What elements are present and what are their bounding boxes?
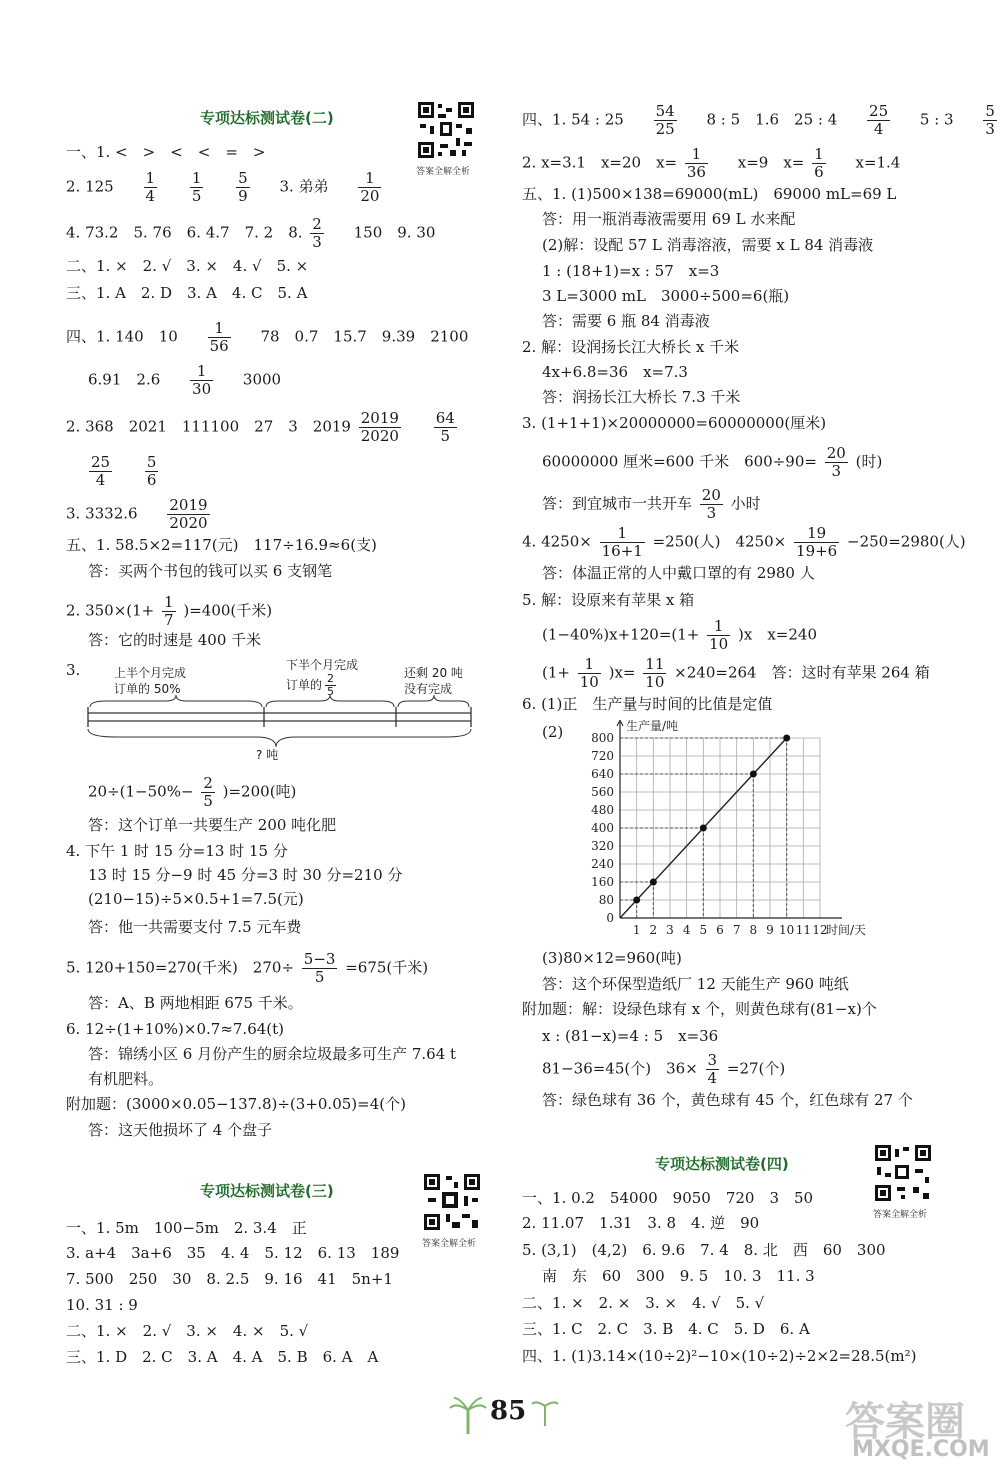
section-title-4: 专项达标测试卷(四) bbox=[655, 1155, 789, 1173]
numerator: 1 bbox=[814, 145, 824, 163]
s3-line-2: 3. a+4 3a+6 35 4. 4 5. 12 6. 13 189 bbox=[66, 1244, 400, 1262]
data-point bbox=[783, 735, 790, 742]
x-tick-label: 6 bbox=[716, 923, 724, 937]
fraction bbox=[162, 594, 176, 629]
data-point bbox=[650, 879, 657, 886]
fraction bbox=[794, 525, 839, 560]
s4-line-6: 三、1. C 2. C 3. B 4. C 5. D 6. A bbox=[522, 1320, 810, 1338]
numerator: 5 bbox=[146, 453, 157, 471]
text: 2. 368 2021 111100 27 3 2019 bbox=[66, 417, 351, 436]
denominator: 5 bbox=[314, 968, 325, 986]
text: 4. 4250× bbox=[522, 532, 592, 551]
fraction bbox=[325, 673, 336, 698]
numerator: 1 bbox=[707, 618, 730, 636]
numerator: 2 bbox=[327, 672, 335, 685]
x-tick-label: 5 bbox=[699, 923, 708, 937]
s2-line-16 bbox=[88, 775, 296, 810]
text: 81−36=45(个) 36× bbox=[542, 1059, 698, 1078]
s2-line-8 bbox=[66, 410, 460, 445]
numerator: 64 bbox=[435, 409, 455, 427]
x-tick-label: 7 bbox=[732, 923, 741, 937]
s3-line-5: 二、1. × 2. √ 3. × 4. × 5. √ bbox=[66, 1322, 309, 1340]
s2-line-23: 答：A、B 两地相距 675 千米。 bbox=[88, 994, 303, 1012]
denominator: 10 bbox=[709, 635, 729, 653]
text: 2. 350×(1+ bbox=[66, 601, 155, 620]
text: 订单的 bbox=[286, 678, 323, 692]
watermark-logo: 答案圈 bbox=[845, 1399, 965, 1445]
r-line-2 bbox=[522, 146, 900, 181]
qr-code-icon bbox=[416, 100, 476, 160]
denominator: 4 bbox=[95, 471, 106, 489]
denominator: 5 bbox=[191, 187, 202, 205]
y-tick-label: 640 bbox=[591, 767, 614, 781]
fraction bbox=[812, 146, 826, 181]
watermark-url: MXQE.COM bbox=[852, 1437, 990, 1462]
x-tick-label: 10 bbox=[779, 923, 795, 937]
diagram-label-second-half bbox=[286, 657, 358, 698]
numerator: 1 bbox=[600, 525, 645, 543]
r-line-4: 答：用一瓶消毒液需要用 69 L 水来配 bbox=[542, 210, 796, 228]
s2-line-24: 6. 12÷(1+10%)×0.7≈7.64(t) bbox=[66, 1020, 285, 1038]
text: 3. 3332.6 bbox=[66, 504, 138, 523]
y-tick-label: 320 bbox=[591, 839, 614, 853]
text: 3. 弟弟 bbox=[279, 177, 329, 196]
numerator: 54 bbox=[655, 102, 675, 120]
denominator: 5 bbox=[203, 792, 213, 810]
fraction bbox=[643, 656, 666, 691]
s2-line-15: 3. bbox=[66, 661, 81, 679]
r-line-6: 1 : (18+1)=x : 57 x=3 bbox=[542, 262, 720, 280]
text: 3000 bbox=[242, 370, 282, 389]
fraction bbox=[358, 170, 381, 205]
s2-line-17: 答：这个订单一共要生产 200 吨化肥 bbox=[88, 816, 337, 834]
section-title-2: 专项达标测试卷(二) bbox=[200, 109, 334, 127]
denominator: 56 bbox=[209, 337, 229, 355]
denominator: 4 bbox=[145, 187, 156, 205]
qr-caption: 答案全解全析 bbox=[416, 167, 471, 177]
y-tick-label: 480 bbox=[591, 803, 614, 817]
s2-line-26: 有机肥料。 bbox=[88, 1070, 164, 1088]
x-tick-label: 9 bbox=[766, 923, 774, 937]
s3-line-4: 10. 31 : 9 bbox=[66, 1296, 138, 1314]
r-line-23: 答：这个环保型造纸厂 12 天能生产 960 吨纸 bbox=[542, 975, 849, 993]
s4-line-3: 5. (3,1) (4,2) 6. 9.6 7. 4 8. 北 西 60 300 bbox=[522, 1241, 886, 1259]
segment-diagram bbox=[86, 655, 486, 765]
numerator: 2019 bbox=[360, 409, 399, 427]
text: 60000000 厘米=600 千米 600÷90= bbox=[542, 452, 817, 471]
text: )=400(千米) bbox=[183, 601, 273, 620]
r-line-19 bbox=[542, 656, 930, 691]
s4-line-7: 四、1. (1)3.14×(10÷2)²−10×(10÷2)÷2×2=28.5(m²) bbox=[522, 1347, 917, 1365]
text: =250(人) 4250× bbox=[652, 532, 787, 551]
r-line-14 bbox=[542, 487, 761, 522]
denominator: 3 bbox=[312, 233, 322, 251]
fraction bbox=[190, 170, 204, 205]
s2-line-14: 答：它的时速是 400 千米 bbox=[88, 631, 262, 649]
r-line-3: 五、1. (1)500×138=69000(mL) 69000 mL=69 L bbox=[522, 185, 897, 203]
text: 6.91 2.6 bbox=[88, 370, 161, 389]
s4-line-2: 2. 11.07 1.31 3. 8 4. 逆 90 bbox=[522, 1214, 760, 1232]
text: 四、1. 140 10 bbox=[66, 327, 178, 346]
text: )x x=240 bbox=[738, 625, 817, 644]
x-tick-label: 4 bbox=[682, 923, 691, 937]
fraction bbox=[310, 216, 324, 251]
fraction bbox=[302, 951, 338, 986]
text: (时) bbox=[855, 452, 883, 471]
fraction bbox=[236, 170, 250, 205]
text: 5 : 3 bbox=[919, 110, 954, 129]
denominator: 2020 bbox=[360, 427, 399, 445]
denominator: 9 bbox=[238, 187, 248, 205]
fraction bbox=[201, 775, 215, 810]
r-line-12: 3. (1+1+1)×20000000=60000000(厘米) bbox=[522, 414, 827, 432]
fraction bbox=[89, 454, 112, 489]
x-tick-label: 11 bbox=[795, 923, 811, 937]
text: −250=2980(人) bbox=[847, 532, 966, 551]
r-line-15 bbox=[522, 525, 966, 560]
r-line-9: 2. 解：设润扬长江大桥长 x 千米 bbox=[522, 338, 740, 356]
denominator: 4 bbox=[873, 120, 884, 138]
y-tick-label: 800 bbox=[591, 731, 614, 745]
fraction bbox=[983, 103, 997, 138]
text: 2. x=3.1 x=20 x= bbox=[522, 153, 678, 172]
denominator: 7 bbox=[164, 611, 174, 629]
denominator: 3 bbox=[985, 120, 995, 138]
s2-line-20: (210−15)÷5×0.5+1=7.5(元) bbox=[88, 890, 304, 908]
s2-line-5: 三、1. A 2. D 3. A 4. C 5. A bbox=[66, 284, 308, 302]
s2-line-6 bbox=[66, 320, 468, 355]
r-line-10: 4x+6.8=36 x=7.3 bbox=[542, 363, 688, 381]
text: x=1.4 bbox=[855, 153, 901, 172]
y-axis-label: 生产量/吨 bbox=[626, 720, 679, 733]
numerator: 25 bbox=[869, 102, 889, 120]
y-tick-label: 0 bbox=[606, 911, 614, 925]
denominator: 3 bbox=[706, 504, 717, 522]
numerator: 1 bbox=[164, 593, 174, 611]
fraction bbox=[144, 170, 158, 205]
text: 20÷(1−50%− bbox=[88, 782, 194, 801]
denominator: 3 bbox=[831, 462, 842, 480]
fraction bbox=[707, 618, 730, 653]
text: 5. 120+150=270(千米) 270÷ bbox=[66, 958, 295, 977]
chart-marks bbox=[620, 735, 790, 919]
r-line-18 bbox=[542, 618, 817, 653]
numerator: 5 bbox=[238, 169, 248, 187]
numerator: 2019 bbox=[169, 496, 208, 514]
fraction bbox=[700, 487, 723, 522]
numerator: 5−3 bbox=[303, 950, 336, 968]
numerator: 1 bbox=[358, 170, 381, 188]
s2-line-13 bbox=[66, 594, 272, 629]
production-line-chart bbox=[580, 720, 880, 950]
fraction bbox=[145, 454, 159, 489]
r-line-11: 答：润扬长江大桥长 7.3 千米 bbox=[542, 388, 741, 406]
x-tick-label: 2 bbox=[649, 923, 658, 937]
numerator: 19 bbox=[794, 525, 839, 543]
denominator: 6 bbox=[814, 163, 824, 181]
text: )x= bbox=[608, 663, 636, 682]
x-tick-label: 1 bbox=[632, 923, 641, 937]
s2-line-10 bbox=[66, 497, 213, 532]
numerator: 3 bbox=[707, 1051, 718, 1069]
text: 下半个月完成 bbox=[286, 658, 359, 672]
text: 答：到宜城市一共开车 bbox=[542, 494, 693, 513]
text: 没有完成 bbox=[404, 682, 453, 696]
numerator: 2 bbox=[312, 215, 322, 233]
s2-line-28: 答：这天他损坏了 4 个盘子 bbox=[88, 1121, 273, 1139]
r-line-1 bbox=[522, 103, 1000, 138]
denominator: 10 bbox=[579, 673, 599, 691]
s2-line-12: 答：买两个书包的钱可以买 6 支钢笔 bbox=[88, 562, 333, 580]
fraction bbox=[825, 445, 848, 480]
qr-caption: 答案全解全析 bbox=[873, 1210, 928, 1220]
fraction bbox=[867, 103, 890, 138]
diagram-label-remaining bbox=[404, 665, 463, 697]
text: ×240=264 答：这时有苹果 264 箱 bbox=[674, 663, 930, 682]
y-tick-label: 400 bbox=[591, 821, 614, 835]
qr-caption: 答案全解全析 bbox=[422, 1239, 477, 1249]
text: x=9 x= bbox=[737, 153, 805, 172]
text: 78 0.7 15.7 9.39 2100 bbox=[260, 327, 469, 346]
text: =675(千米) bbox=[345, 958, 429, 977]
fraction bbox=[167, 497, 209, 532]
data-point bbox=[700, 825, 707, 832]
text: 上半个月完成 bbox=[114, 666, 187, 680]
text: 150 9. 30 bbox=[353, 223, 436, 242]
r-line-7: 3 L=3000 mL 3000÷500=6(瓶) bbox=[542, 287, 790, 305]
fraction bbox=[359, 410, 401, 445]
fraction bbox=[434, 410, 457, 445]
denominator: 30 bbox=[192, 380, 212, 398]
numerator: 25 bbox=[91, 453, 111, 471]
text: 小时 bbox=[730, 494, 761, 513]
y-tick-label: 160 bbox=[591, 875, 614, 889]
data-point bbox=[633, 897, 640, 904]
chart-axes bbox=[617, 720, 842, 918]
text: 四、1. 54 : 25 bbox=[522, 110, 624, 129]
s2-line-2 bbox=[66, 170, 384, 205]
s2-line-4: 二、1. × 2. √ 3. × 4. √ 5. × bbox=[66, 257, 309, 275]
denominator: 10 bbox=[645, 673, 665, 691]
x-tick-label: 3 bbox=[666, 923, 674, 937]
fraction bbox=[654, 103, 677, 138]
x-axis-label: 时间/天 bbox=[826, 923, 867, 937]
r-line-13 bbox=[542, 445, 882, 480]
s2-line-25: 答：锦绣小区 6 月份产生的厨余垃圾最多可生产 7.64 t bbox=[88, 1045, 457, 1063]
s2-line-3 bbox=[66, 216, 435, 251]
s2-line-21: 答：他一共需要支付 7.5 元车费 bbox=[88, 918, 302, 936]
s4-line-4: 南 东 60 300 9. 5 10. 3 11. 3 bbox=[542, 1267, 815, 1285]
x-tick-label: 12 bbox=[812, 923, 828, 937]
text: 8 : 5 1.6 25 : 4 bbox=[706, 110, 838, 129]
numerator: 1 bbox=[208, 320, 231, 338]
section-title-3: 专项达标测试卷(三) bbox=[200, 1182, 334, 1200]
r-line-20: 6. (1)正 生产量与时间的比值是定值 bbox=[522, 695, 773, 713]
fraction bbox=[706, 1052, 720, 1087]
text: =27(个) bbox=[726, 1059, 786, 1078]
y-tick-label: 720 bbox=[591, 749, 614, 763]
numerator: 20 bbox=[826, 444, 846, 462]
palm-decoration-icon bbox=[448, 1394, 488, 1442]
fraction bbox=[578, 656, 601, 691]
s4-line-5: 二、1. × 2. × 3. × 4. √ 5. √ bbox=[522, 1294, 765, 1312]
denominator: 20 bbox=[360, 187, 380, 205]
denominator: 2020 bbox=[169, 514, 208, 532]
diagram-label-total: ? 吨 bbox=[256, 748, 279, 762]
r-line-17: 5. 解：设原来有苹果 x 箱 bbox=[522, 591, 695, 609]
text: (1−40%)x+120=(1+ bbox=[542, 625, 700, 644]
y-tick-label: 560 bbox=[591, 785, 614, 799]
s2-line-7 bbox=[88, 363, 281, 398]
s2-line-11: 五、1. 58.5×2=117(元) 117÷16.9≈6(支) bbox=[66, 536, 377, 554]
fraction bbox=[600, 525, 645, 560]
text: 订单的 50% bbox=[114, 682, 181, 696]
r-line-22: (3)80×12=960(吨) bbox=[542, 949, 682, 967]
fraction bbox=[685, 146, 708, 181]
denominator: 19+6 bbox=[796, 542, 838, 560]
s3-line-3: 7. 500 250 30 8. 2.5 9. 16 41 5n+1 bbox=[66, 1270, 393, 1288]
r-line-27: 答：绿色球有 36 个，黄色球有 45 个，红色球有 27 个 bbox=[542, 1091, 913, 1109]
numerator: 1 bbox=[685, 146, 708, 164]
diagram-label-first-half bbox=[114, 665, 186, 697]
numerator: 1 bbox=[190, 363, 213, 381]
denominator: 25 bbox=[655, 120, 675, 138]
denominator: 6 bbox=[146, 471, 157, 489]
s2-line-27: 附加题：(3000×0.05−137.8)÷(3+0.05)=4(个) bbox=[66, 1095, 406, 1113]
r-line-21: (2) bbox=[542, 723, 564, 741]
qr-code-icon bbox=[873, 1143, 933, 1203]
numerator: 5 bbox=[985, 102, 995, 120]
s3-line-1: 一、1. 5m 100−5m 2. 3.4 正 bbox=[66, 1219, 307, 1237]
s2-line-19: 13 时 15 分−9 时 45 分=3 时 30 分=210 分 bbox=[88, 866, 403, 884]
numerator: 1 bbox=[145, 169, 156, 187]
s2-line-22 bbox=[66, 951, 428, 986]
fraction bbox=[208, 320, 231, 355]
text: 2. 125 bbox=[66, 177, 114, 196]
s4-line-1: 一、1. 0.2 54000 9050 720 3 50 bbox=[522, 1189, 814, 1207]
text: 4. 73.2 5. 76 6. 4.7 7. 2 8. bbox=[66, 223, 303, 242]
text: 还剩 20 吨 bbox=[404, 666, 463, 680]
denominator: 16+1 bbox=[601, 542, 643, 560]
r-line-24: 附加题：解：设绿色球有 x 个，则黄色球有(81−x)个 bbox=[522, 1000, 877, 1018]
r-line-8: 答：需要 6 瓶 84 消毒液 bbox=[542, 312, 710, 330]
r-line-25: x : (81−x)=4 : 5 x=36 bbox=[542, 1027, 719, 1045]
numerator: 2 bbox=[203, 774, 213, 792]
palm-decoration-icon bbox=[530, 1394, 560, 1432]
s2-line-18: 4. 下午 1 时 15 分=13 时 15 分 bbox=[66, 842, 288, 860]
text: )=200(吨) bbox=[222, 782, 297, 801]
r-line-26 bbox=[542, 1052, 785, 1087]
data-point bbox=[750, 771, 757, 778]
numerator: 11 bbox=[645, 655, 665, 673]
qr-code-icon bbox=[422, 1172, 482, 1232]
s3-line-6: 三、1. D 2. C 3. A 4. A 5. B 6. A A bbox=[66, 1348, 379, 1366]
y-tick-label: 240 bbox=[591, 857, 614, 871]
s2-line-1: 一、1. < > < < = > bbox=[66, 143, 266, 161]
denominator: 4 bbox=[707, 1069, 718, 1087]
numerator: 1 bbox=[578, 656, 601, 674]
r-line-16: 答：体温正常的人中戴口罩的有 2980 人 bbox=[542, 564, 815, 582]
s2-line-9 bbox=[86, 454, 161, 489]
denominator: 36 bbox=[686, 163, 706, 181]
y-tick-label: 80 bbox=[598, 893, 614, 907]
page-number: 85 bbox=[490, 1396, 527, 1426]
numerator: 1 bbox=[191, 169, 202, 187]
denominator: 5 bbox=[440, 427, 451, 445]
text: (1+ bbox=[542, 663, 570, 682]
x-tick-label: 8 bbox=[749, 923, 758, 937]
r-line-5: (2)解：设配 57 L 消毒溶液，需要 x L 84 消毒液 bbox=[542, 236, 874, 254]
fraction bbox=[190, 363, 213, 398]
denominator: 5 bbox=[327, 685, 335, 698]
numerator: 20 bbox=[701, 486, 721, 504]
